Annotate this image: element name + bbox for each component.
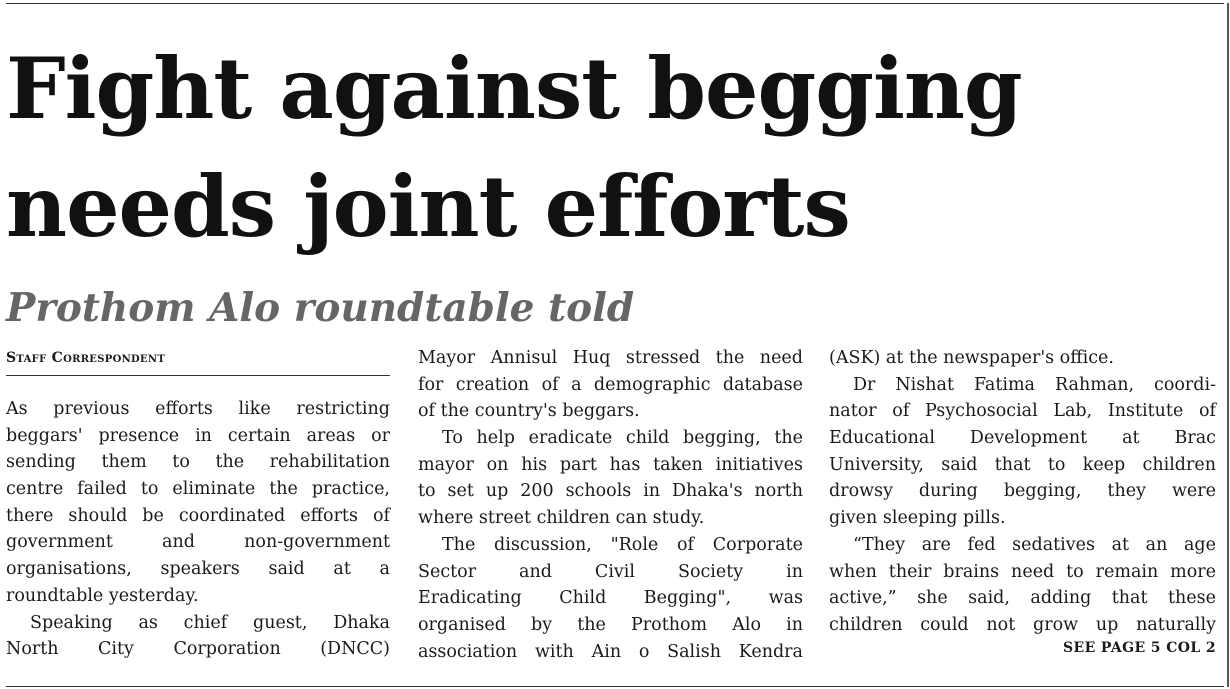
column-line: Speaking as chief guest, Dhaka [30,612,390,633]
column-line: there should be coordinated efforts of [6,505,390,526]
column-line: Educational Development at Brac [829,428,1216,449]
column-line: association with Ain o Salish Kendra [418,641,803,662]
column-line: active,” she said, adding that these [829,588,1216,609]
headline-line-1: Fight against begging [6,39,1022,138]
byline-text: Staff Correspondent [6,350,166,366]
column-line: beggars' presence in certain areas or [6,425,390,446]
column-line: centre failed to eliminate the practice, [6,479,390,500]
column-line: sending them to the rehabilitation [6,452,390,473]
subheadline: Prothom Alo roundtable told [6,285,635,331]
byline [6,350,390,376]
article-column-2 [418,345,803,665]
column-line: where street children can study. [418,508,705,529]
column-line: given sleeping pills. [829,508,1006,529]
headline [6,30,1206,266]
column-line: for creation of a demographic database [418,374,803,395]
headline-line-2: needs joint efforts [6,157,850,256]
column-line: drowsy during begging, they were [829,481,1216,502]
column-line: Dr Nishat Fatima Rahman, coordi- [853,374,1216,395]
column-line: “They are fed sedatives at an age [853,534,1216,555]
column-line: North City Corporation (DNCC) [6,639,390,660]
column-line: mayor on his part has taken initiatives [418,454,803,475]
column-line: of the country's beggars. [418,401,640,422]
column-line: Mayor Annisul Huq stressed the need [418,348,803,368]
column-line: As previous efforts like restricting [6,399,390,419]
column-line: children could not grow up naturally [829,614,1216,635]
bottom-rule [6,686,1224,687]
column-line: To help eradicate child begging, the [442,428,803,449]
column-line: organisations, speakers said at a [6,559,390,580]
column-line: University, said that to keep children [829,454,1216,475]
column-line: roundtable yesterday. [6,585,199,606]
column-line: government and non-government [6,532,390,553]
continuation-jump-line: SEE PAGE 5 COL 2 [1062,640,1216,656]
column-line: (ASK) at the newspaper's office. [829,348,1114,368]
top-rule [6,3,1224,4]
right-border-rule [1227,3,1229,687]
column-line: The discussion, "Role of Corporate [442,534,803,555]
column-line: Eradicating Child Begging", was [418,588,803,609]
column-line: to set up 200 schools in Dhaka's north [418,481,803,502]
article-column-3 [829,345,1216,639]
column-line: when their brains need to remain more [829,561,1216,582]
column-line: nator of Psychosocial Lab, Institute of [829,401,1216,422]
column-line: Sector and Civil Society in [418,561,803,582]
column-line: organised by the Prothom Alo in [418,614,803,635]
article-column-1 [6,396,390,663]
